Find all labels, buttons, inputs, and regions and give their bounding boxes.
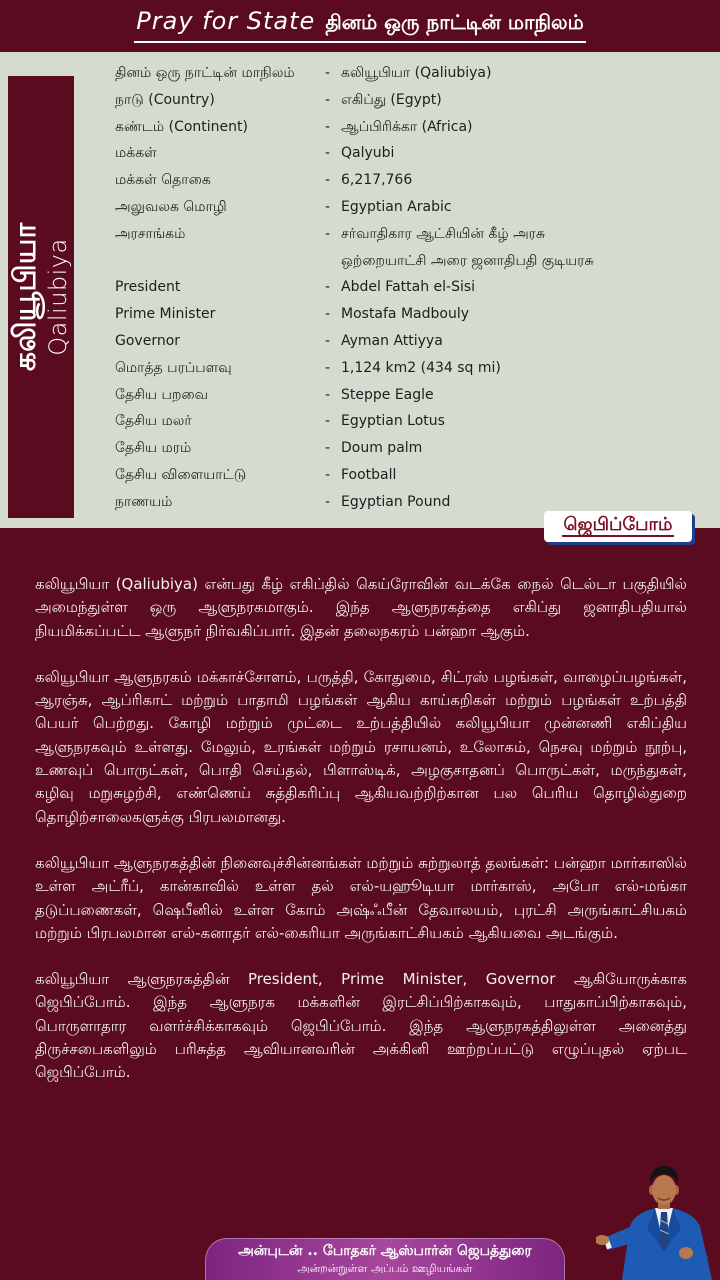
state-name-tamil: கலியூபியா [8,222,43,372]
fact-label: கண்டம் (Continent) [115,118,248,135]
fact-value: ஆப்பிரிக்கா (Africa) [341,118,473,135]
landmarks-paragraph: கலியூபியா ஆளுநரகத்தின் நினைவுச்சின்னங்கள் மற்றும் சுற்றுலாத் தலங்கள்: பன்ஹா மார்காஸில் உள்ள அட்ரீப், கான்காவில் உள்ள தல் எல்-யஹூடியா மார்காஸ், அபோ எல்-மங்கா தடுப்பணைகள், ஷெபீனில் உள்ள கோம் அஷ்ஃபீன் தேவாலயம், புரட்சி அருங்காட்சியகம் மற்றும் பிரபலமான எல்-கனாதர் எல்-கைரியா அருங்காட்சியகம் ஆகியவை அடங்கும். [35,853,687,942]
fact-row-prime-minister [115,301,715,328]
fact-separator: - [325,332,331,349]
fact-value: Doum palm [341,440,423,457]
fact-value: 1,124 km2 (434 sq mi) [341,359,501,376]
fact-label: தேசிய மரம் [115,440,192,457]
fact-label: தேசிய பறவை [115,386,209,403]
fact-row-continent [115,114,715,141]
fact-separator: - [325,279,331,296]
fact-value: Steppe Eagle [341,386,434,403]
fact-separator: - [325,118,331,135]
fact-separator: - [325,225,331,242]
fact-label: அலுவலக மொழி [115,198,227,215]
fact-row-national-tree [115,435,715,462]
lets-pray-badge [544,511,692,542]
fact-row-government [115,221,715,275]
fact-label: தேசிய விளையாட்டு [115,466,247,483]
fact-separator: - [325,65,331,81]
fact-row-state [115,60,715,87]
fact-value: Egyptian Pound [341,493,451,510]
fact-separator: - [325,413,331,430]
fact-separator: - [325,386,331,403]
fact-label: மொத்த பரப்பளவு [115,359,232,376]
info-panel [0,52,720,528]
fact-label: Governor [115,332,181,349]
fact-value: Qalyubi [341,145,395,162]
fact-separator: - [325,91,331,108]
fact-label: Prime Minister [115,306,216,323]
fact-separator: - [325,172,331,189]
fact-row-national-bird [115,382,715,409]
fact-value: Ayman Attiyya [341,332,443,349]
fact-row-president [115,274,715,301]
prayer-paragraph: கலியூபியா ஆளுநரகத்தின் President, Prime Minister, Governor ஆகியோருக்காக ஜெபிப்போம். இந்த ஆளுநரக மக்களின் இரட்சிப்பிற்காகவும், பாதுகாப்பிற்காகவும், பொருளாதார வளர்ச்சிக்காகவும் ஜெபிப்போம். இந்த ஆளுநரகத்திலுள்ள அனைத்து திருச்சபைகளிலும் பரிசுத்த ஆவியானவரின் அக்கினி ஊற்றப்பட்டு எழுப்புதல் ஏற்பட ஜெபிப்போம். [35,970,687,1082]
fact-value: Egyptian Lotus [341,413,445,430]
fact-value: கலியூபியா (Qaliubiya) [341,65,492,81]
fact-row-official-language [115,194,715,221]
fact-row-national-flower [115,408,715,435]
fact-separator: - [325,145,331,162]
pastor-photo [596,1160,720,1280]
economy-paragraph: கலியூபியா ஆளுநரகம் மக்காச்சோளம், பருத்தி, கோதுமை, சிட்ரஸ் பழங்கள், வாழைப்பழங்கள், ஆரஞ்சு, ஆப்ரிகாட் மற்றும் பாதாமி பழங்கள் ஆகிய காய்கறிகள் மற்றும் பழங்கள் உற்பத்தி பெயர் பெற்றது. கோழி மற்றும் முட்டை உற்பத்தியில் கலியூபியா முன்னணி எகிப்திய ஆளுநரகவும் உள்ளது. மேலும், உரங்கள் மற்றும் ரசாயனம், உலோகம், நெசவு மற்றும் நூற்பு, உணவுப் பொருட்கள், பொதி செய்தல், பிளாஸ்டிக், அழகுசாதனப் பொருட்கள், மருந்துகள், கழிவு மறுசுழற்சி, எண்ணெய் சுத்திகரிப்பு ஆகியவற்றிற்கான பல பெரிய தொழில்துறை தொழிற்சாலைகளுக்கு பிரபலமானது. [35,667,687,826]
ministry-name: அன்றன்றுள்ள அப்பம் ஊழியங்கள் [297,1262,473,1275]
badge-label: ஜெபிப்போம் [563,514,673,535]
fact-separator: - [325,198,331,215]
fact-value: Football [341,466,397,483]
header [0,0,720,52]
fact-value-line-2: ஒற்றையாட்சி அரை ஜனாதிபதி குடியரசு [341,252,594,269]
fact-label: மக்கள் [115,145,157,162]
fact-label: President [115,279,181,296]
fact-value: 6,217,766 [341,172,413,189]
fact-separator: - [325,306,331,323]
signature-text: அன்புடன் .. போதகர் ஆஸ்பார்ன் ஜெபத்துரை [238,1243,532,1259]
fact-label: தினம் ஒரு நாட்டின் மாநிலம் [115,65,295,81]
fact-row-national-sport [115,462,715,489]
fact-separator: - [325,440,331,457]
article-body [35,573,687,1108]
signature-band [205,1238,565,1280]
fact-row-people [115,140,715,167]
fact-separator: - [325,493,331,510]
fact-label: நாடு (Country) [115,91,215,108]
title-tamil: தினம் ஒரு நாட்டின் மாநிலம் [325,10,584,34]
state-name-english: Qaliubiya [44,238,72,356]
intro-paragraph: கலியூபியா (Qaliubiya) என்பது கீழ் எகிப்தில் கெய்ரோவின் வடக்கே நைல் டெல்டா பகுதியில் அமைந்துள்ள ஒரு ஆளுநரகமாகும். இந்த ஆளுநரகத்தை எகிப்து ஜனாதிபதியால் நியமிக்கப்பட்ட ஆளுநர் நிர்வகிப்பார். இதன் தலைநகரம் பன்ஹா ஆகும். [35,575,687,640]
fact-value [341,221,715,275]
fact-value-line-1: சர்வாதிகார ஆட்சியின் கீழ் அரசு [341,225,546,242]
fact-row-population [115,167,715,194]
fact-value: Egyptian Arabic [341,198,452,215]
fact-row-country [115,87,715,114]
page-title [134,6,585,43]
title-english: Pray for State [136,7,316,35]
state-name-vertical [8,76,74,518]
fact-value: Abdel Fattah el-Sisi [341,279,476,296]
state-name-banner [8,76,74,518]
fact-separator: - [325,359,331,376]
fact-value: எகிப்து (Egypt) [341,91,442,108]
fact-row-governor [115,328,715,355]
fact-label: நாணயம் [115,493,173,510]
fact-label: மக்கள் தொகை [115,172,211,189]
facts-table [115,60,715,516]
fact-value: Mostafa Madbouly [341,306,470,323]
fact-separator: - [325,466,331,483]
fact-label: தேசிய மலர் [115,413,192,430]
fact-row-total-area [115,355,715,382]
fact-label: அரசாங்கம் [115,225,186,242]
